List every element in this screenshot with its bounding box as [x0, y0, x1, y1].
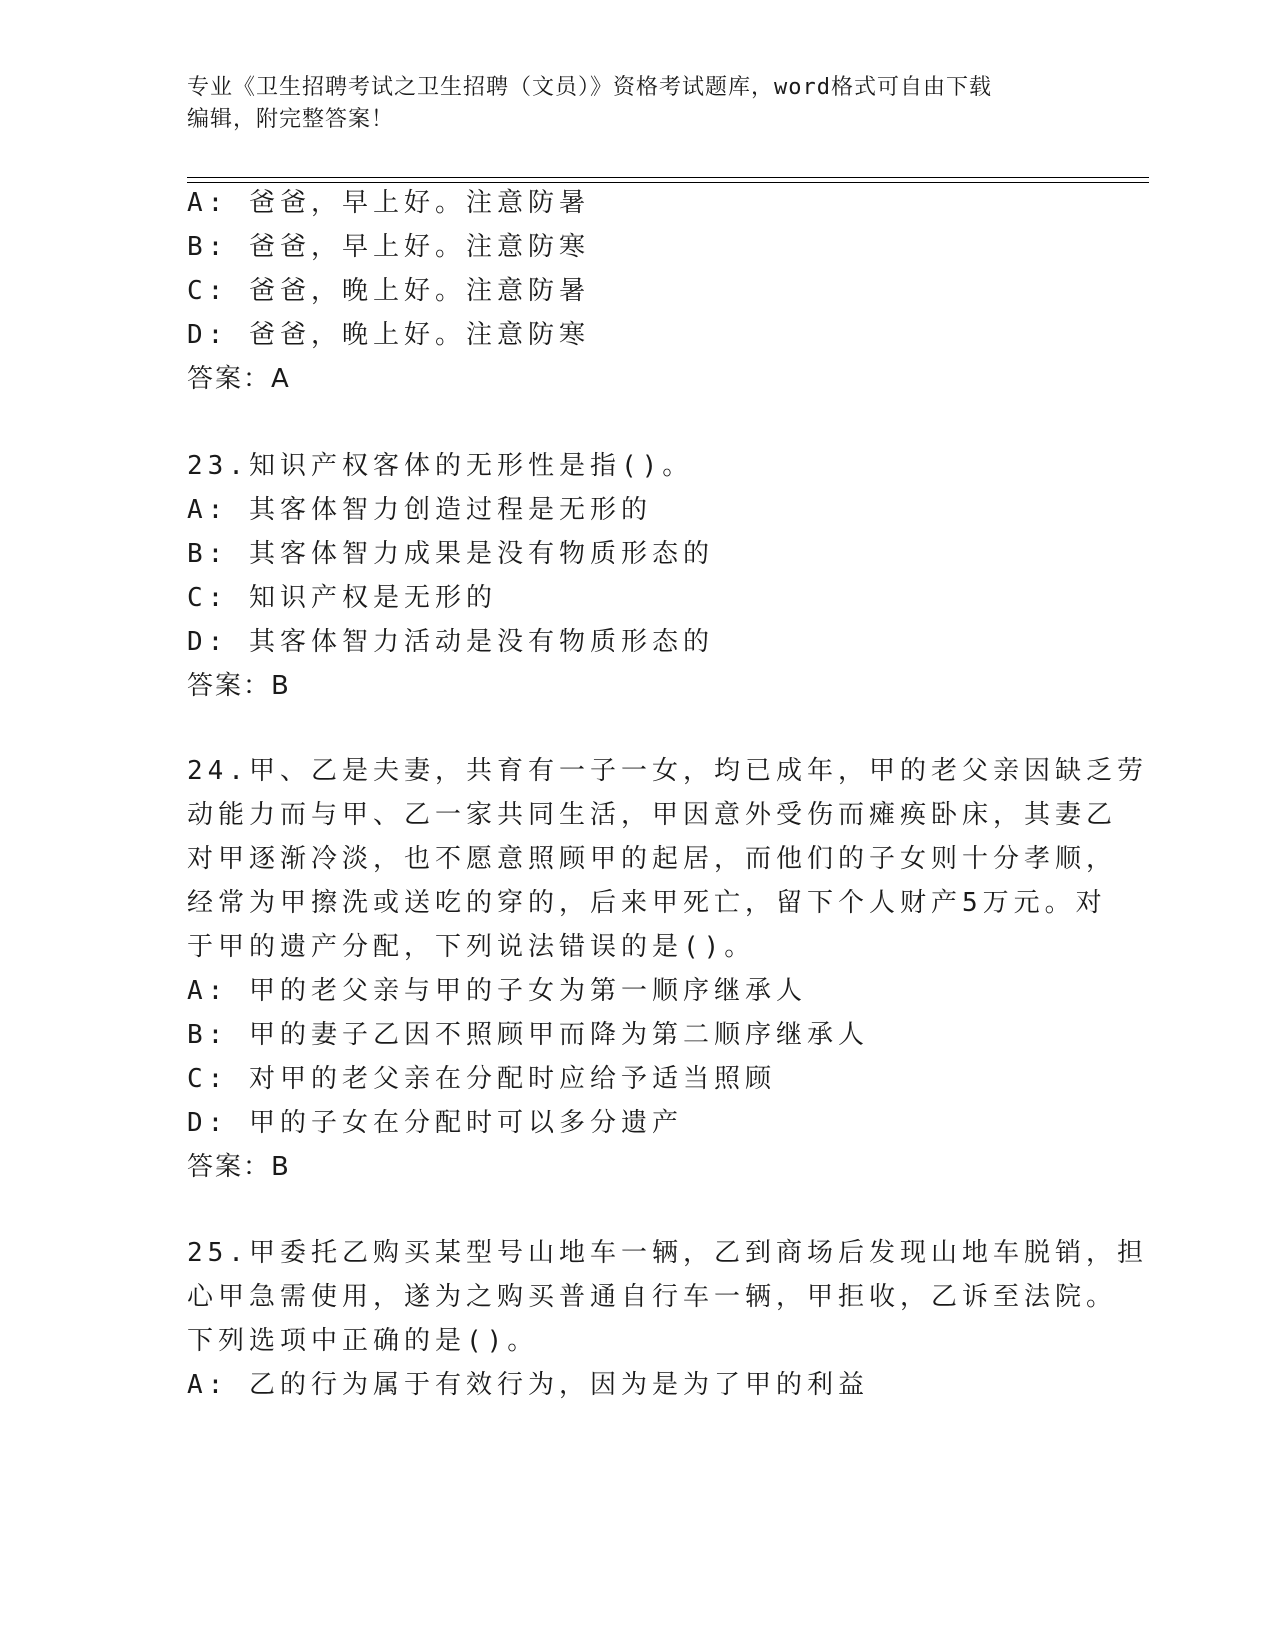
answer-line: 答案：B: [187, 1152, 291, 1182]
option-b: B: 甲的妻子乙因不照顾甲而降为第二顺序继承人: [187, 1020, 869, 1050]
header-line-1: 专业《卫生招聘考试之卫生招聘（文员）》资格考试题库，word格式可自由下载: [187, 75, 992, 100]
question-stem-line: 24.甲、乙是夫妻，共育有一子一女，均已成年，甲的老父亲因缺乏劳: [187, 756, 1148, 786]
option-a: A: 乙的行为属于有效行为，因为是为了甲的利益: [187, 1370, 869, 1400]
option-b: B: 爸爸，早上好。注意防寒: [187, 232, 590, 262]
option-b: B: 其客体智力成果是没有物质形态的: [187, 539, 714, 569]
question-stem-line: 经常为甲擦洗或送吃的穿的，后来甲死亡，留下个人财产5万元。对: [187, 888, 1107, 918]
question-stem-line: 下列选项中正确的是()。: [187, 1326, 539, 1356]
option-a: A: 其客体智力创造过程是无形的: [187, 495, 652, 525]
question-stem-line: 25.甲委托乙购买某型号山地车一辆，乙到商场后发现山地车脱销，担: [187, 1238, 1148, 1268]
option-d: D: 其客体智力活动是没有物质形态的: [187, 627, 714, 657]
question-stem-line: 对甲逐渐冷淡，也不愿意照顾甲的起居，而他们的子女则十分孝顺，: [187, 844, 1118, 874]
option-a: A: 爸爸，早上好。注意防暑: [187, 188, 590, 218]
header-line-2: 编辑，附完整答案！: [187, 107, 395, 132]
answer-line: 答案：B: [187, 671, 291, 701]
option-d: D: 爸爸，晚上好。注意防寒: [187, 320, 590, 350]
option-c: C: 对甲的老父亲在分配时应给予适当照顾: [187, 1064, 776, 1094]
answer-line: 答案：A: [187, 364, 291, 394]
question-stem: 23.知识产权客体的无形性是指()。: [187, 451, 694, 481]
document-header: [187, 72, 1067, 136]
question-stem-line: 于甲的遗产分配，下列说法错误的是()。: [187, 932, 756, 962]
option-c: C: 知识产权是无形的: [187, 583, 497, 613]
question-stem-line: 动能力而与甲、乙一家共同生活，甲因意外受伤而瘫痪卧床，其妻乙: [187, 800, 1118, 830]
header-divider-top: [187, 177, 1149, 178]
option-c: C: 爸爸，晚上好。注意防暑: [187, 276, 590, 306]
option-a: A: 甲的老父亲与甲的子女为第一顺序继承人: [187, 976, 807, 1006]
option-d: D: 甲的子女在分配时可以多分遗产: [187, 1108, 683, 1138]
question-stem-line: 心甲急需使用，遂为之购买普通自行车一辆，甲拒收，乙诉至法院。: [187, 1282, 1118, 1312]
